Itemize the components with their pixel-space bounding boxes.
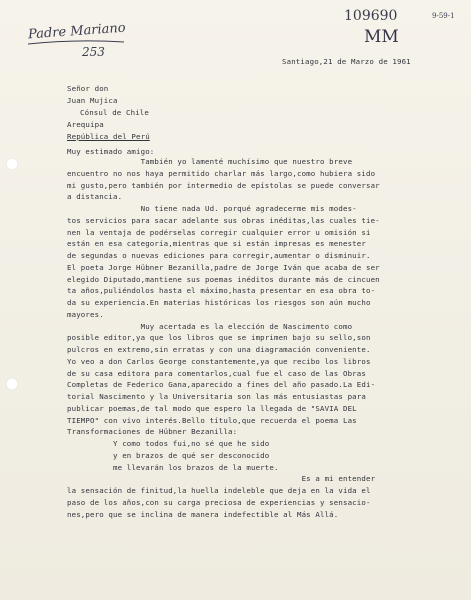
- body-line: Es a mi entender: [67, 474, 376, 484]
- body-line: me llevarán los brazos de la muerte.: [67, 462, 279, 472]
- body-line: posible editor,ya que los libros que se imprimen bajo su sello,son: [67, 333, 371, 343]
- body-line: Transformaciones de Hübner Bezanilla:: [67, 427, 238, 437]
- recipient-line: Juan Mujica: [67, 96, 118, 105]
- body-line: Y como todos fui,no sé que he sido: [67, 439, 270, 448]
- archive-number: 109690: [344, 8, 398, 24]
- body-line: nes,pero que se inclina de manera indefectible al Más Allá.: [67, 509, 339, 519]
- body-line: la sensación de finitud,la huella indeleble que deja en la vida el: [67, 486, 371, 495]
- body-line: tos servicios para sacar adelante sus obras inéditas,las cuales tie-: [67, 215, 380, 225]
- body-line: mayores.: [67, 309, 104, 319]
- recipient-line: República del Perú: [67, 132, 150, 141]
- body-line: Yo veo a don Carlos George constantemente,ya que recibo los libros: [67, 356, 371, 366]
- body-line: de su casa editora para comentarlos,cual fue el caso de las Obras: [67, 368, 366, 378]
- body-line: están en esa categoría,mientras que si están impresas es menester: [67, 239, 366, 249]
- body-line: a distancia.: [67, 192, 123, 202]
- punch-hole: [6, 158, 18, 170]
- body-line: También yo lamenté muchísimo que nuestro breve: [67, 157, 353, 166]
- body-line: y en brazos de qué ser desconocido: [67, 450, 270, 460]
- recipient-line: Cónsul de Chile: [80, 108, 149, 117]
- signature-mark: [360, 22, 420, 50]
- body-line: ta años,puliéndolos hasta el máximo,hasta presentar en esa obra to-: [67, 286, 376, 296]
- punch-hole: [6, 378, 18, 390]
- letter-date: Santiago,21 de Marzo de 1961: [282, 57, 411, 66]
- body-line: El poeta Jorge Hübner Bezanilla,padre de Jorge Iván que acaba de ser: [67, 262, 380, 272]
- salutation: Muy estimado amigo:: [67, 147, 155, 156]
- handwritten-name: Padre Mariano: [27, 20, 127, 43]
- body-line: pulcros en extremo,sin erratas y con una diagramación conveniente.: [67, 345, 371, 354]
- body-line: Completas de Federico Gana,aparecido a fines del año pasado.La Edi-: [67, 380, 376, 390]
- archive-small-number: 9-59-1: [432, 12, 455, 20]
- body-line: nen la ventaja de podérselas corregir cualquier error u omisión si: [67, 227, 371, 237]
- body-line: da su experiencia.En materias históricas los riesgos son aún mucho: [67, 298, 371, 307]
- recipient-line: Arequipa: [67, 120, 104, 129]
- body-line: paso de los años,con su carga preciosa de experiencias y sensacio-: [67, 497, 371, 507]
- body-line: publicar poemas,de tal modo que espero la llegada de "SAVIA DEL: [67, 403, 357, 413]
- body-line: de segundas o nuevas ediciones para corregir,aumentar o disminuir.: [67, 251, 371, 260]
- signature-text: MM: [364, 27, 399, 47]
- body-line: encuentro no nos haya permitido charlar más largo,como hubiera sido: [67, 168, 376, 178]
- body-line: TIEMPO" con vivo interés.Bello título,que recuerda el poema Las: [67, 415, 357, 425]
- handwritten-number: 253: [82, 45, 105, 59]
- body-line: torial Nascimento y la Universitaria son las más entusiastas para: [67, 392, 366, 401]
- body-line: elegido Diputado,mantiene sus poemas inéditos durante más de cincuen: [67, 274, 380, 284]
- recipient-line: Señor don: [67, 84, 109, 93]
- body-line: mi gusto,pero también por intermedio de epístolas se puede conversar: [67, 180, 380, 190]
- body-line: Muy acertada es la elección de Nascimento como: [67, 321, 353, 331]
- underline-stroke: [26, 38, 126, 46]
- body-line: No tiene nada Ud. porqué agradecerme mis modes-: [67, 204, 357, 213]
